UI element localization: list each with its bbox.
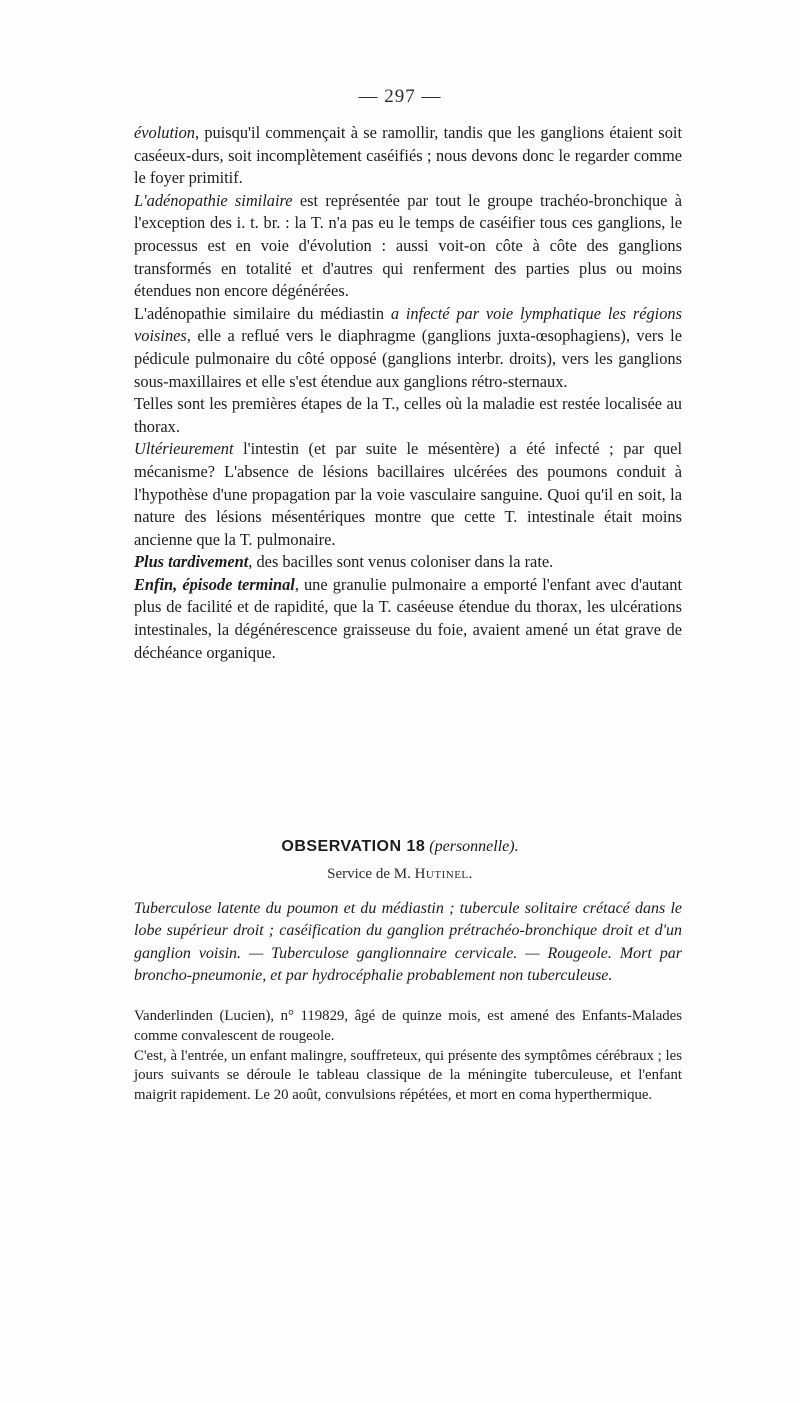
paragraph-6-text: , des bacilles sont venus coloniser dans la rate. (248, 552, 554, 572)
case-report (134, 1007, 682, 1106)
paragraph-1-lead: évolution (134, 123, 195, 142)
case-summary: Tuberculose latente du poumon et du médiastin ; tubercule solitaire crétacé dans le lobe supérieur droit ; caséification du ganglion prétrachéo-bronchique droit et d'un ganglion voisin. — Tuberculose ganglionnaire cervicale. — Rougeole. Mort par broncho-pneumonie, et par hydrocéphalie probablement non tuberculeuse. (134, 900, 682, 985)
case-paragraph-2: C'est, à l'entrée, un enfant malingre, souffreteux, qui présente des symptômes cérébraux ; les jours suivants se déroule le tableau classique de la méningite tuberculeuse, et l'enfant maigrit rapidement. Le 20 août, convulsions répétées, et mort en coma hyperthermique. (134, 1047, 682, 1104)
paragraph-7-lead: Enfin, épisode terminal (134, 574, 295, 594)
observation-subtitle: (personnelle). (429, 838, 519, 855)
paragraph-1-text: , puisqu'il commençait à se ramollir, tandis que les ganglions étaient soit caséeux-durs, soit incomplètement caséifiés ; nous devons donc le regarder comme le foyer primitif. (134, 123, 682, 188)
paragraph-1 (134, 122, 682, 190)
paragraph-4: Telles sont les premières étapes de la T., celles où la maladie est restée localisée au thorax. (134, 394, 682, 436)
observation-title: OBSERVATION 18 (281, 838, 426, 855)
paragraph-2-lead: L'adénopathie similaire (134, 190, 293, 210)
paragraph-3-start: L'adénopathie similaire du médiastin (134, 303, 391, 323)
paragraph-3 (134, 303, 682, 393)
service-name: Hutinel. (414, 866, 473, 882)
paragraph-6 (134, 551, 682, 574)
paragraph-5 (134, 438, 682, 551)
page-number: — 297 — (358, 86, 442, 107)
paragraph-3-italic: a infecté par voie lymphatique les régions voisines (134, 303, 683, 346)
paragraph-2-text: est représentée par tout le groupe trachéo-bronchique à l'exception des i. t. br. : la T. n'a pas eu le temps de caséifier tous ces ganglions, le processus est en voie d'évolution : aussi voit-on côte à côte des ganglions transformés en totalité et d'autres qui renferment des parties plus ou moins étendues non encore dégénérées. (134, 190, 682, 301)
observation-heading (0, 838, 800, 856)
paragraph-2 (134, 190, 682, 303)
main-text (134, 122, 682, 664)
paragraph-5-text: l'intestin (et par suite le mésentère) a été infecté ; par quel mécanisme? L'absence de lésions bacillaires ulcérées des poumons conduit à l'hypothèse d'une propagation par la voie vasculaire sanguine. Quoi qu'il en soit, la nature des lésions mésentériques montre que cette T. intestinale était moins ancienne que la T. pulmonaire. (134, 439, 682, 549)
case-paragraph-1: Vanderlinden (Lucien), n° 119829, âgé de quinze mois, est amené des Enfants-Malades comme convalescent de rougeole. (134, 1008, 682, 1044)
service-line (0, 866, 800, 883)
paragraph-6-lead: Plus tardivement (134, 552, 249, 572)
paragraph-7-text: , une granulie pulmonaire a emporté l'enfant avec d'autant plus de facilité et de rapidité, que la T. caséeuse étendue du thorax, les ulcérations intestinales, la dégénérescence graisseuse du foie, avaient amené un état grave de déchéance organique. (134, 574, 682, 662)
paragraph-3-text: , elle a reflué vers le diaphragme (ganglions juxta-œsophagiens), vers le pédicule pulmonaire du côté opposé (ganglions interbr. droits), vers les ganglions sous-maxillaires et elle s'est étendue aux ganglions rétro-sternaux. (134, 326, 682, 391)
paragraph-5-lead: Ultérieurement (134, 439, 234, 459)
service-prefix: Service de M. (327, 866, 415, 882)
paragraph-7 (134, 574, 682, 664)
